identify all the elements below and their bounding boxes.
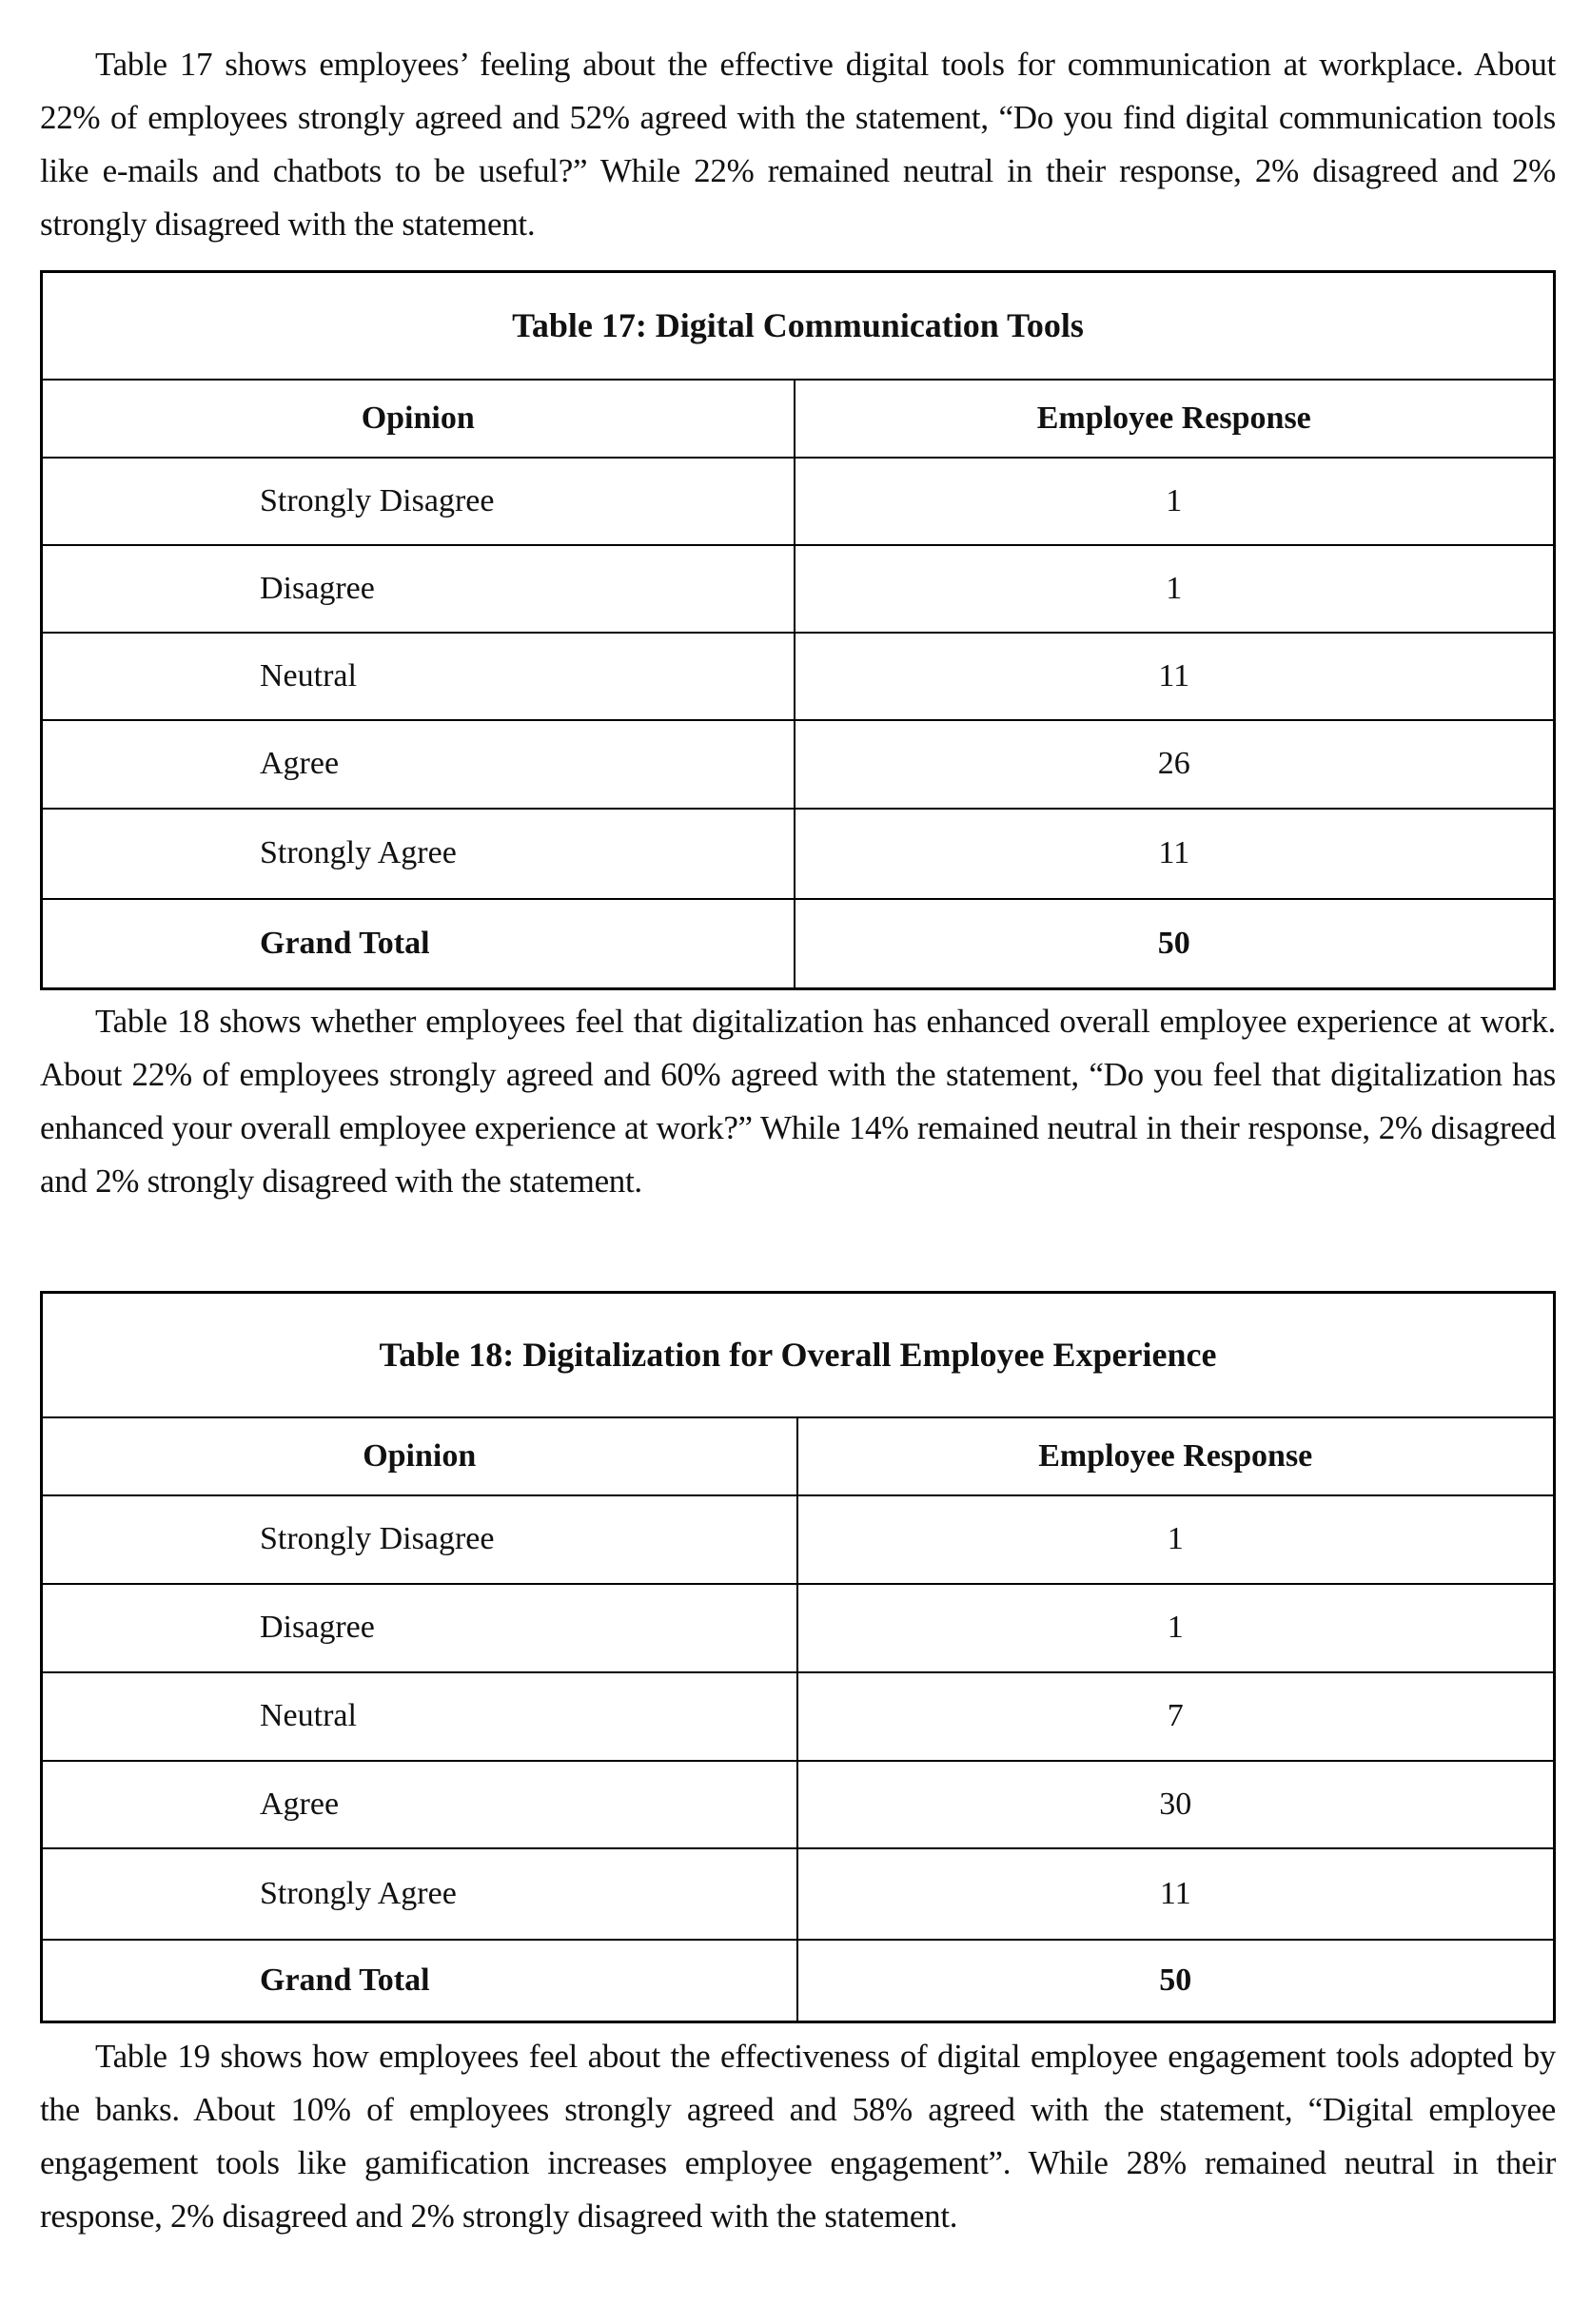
opinion-cell: Disagree: [42, 545, 795, 633]
total-label: Grand Total: [42, 1940, 797, 2022]
opinion-cell: Disagree: [42, 1584, 797, 1672]
response-cell: 1: [795, 545, 1555, 633]
table-title: Table 18: Digitalization for Overall Employee Experience: [42, 1293, 1555, 1417]
total-label: Grand Total: [42, 899, 795, 989]
table-row: [42, 1761, 1555, 1848]
column-header-employee-response: Employee Response: [795, 380, 1555, 458]
response-cell: 1: [797, 1495, 1555, 1584]
table-17: [40, 270, 1556, 990]
response-cell: 7: [797, 1672, 1555, 1761]
opinion-cell: Agree: [42, 1761, 797, 1848]
opinion-cell: Strongly Agree: [42, 809, 795, 899]
table-18: [40, 1291, 1556, 2023]
table-row: [42, 809, 1555, 899]
column-header-opinion: Opinion: [42, 380, 795, 458]
response-cell: 26: [795, 720, 1555, 809]
column-header-opinion: Opinion: [42, 1417, 797, 1495]
paragraph-table17-intro: [40, 38, 1556, 251]
paragraph-table19-intro: [40, 2030, 1556, 2243]
table-row-total: [42, 899, 1555, 989]
table-title: Table 17: Digital Communication Tools: [42, 272, 1555, 380]
response-cell: 1: [795, 458, 1555, 545]
opinion-cell: Neutral: [42, 1672, 797, 1761]
table-row-total: [42, 1940, 1555, 2022]
paragraph-text: Table 17 shows employees’ feeling about the effective digital tools for communication at workplace. About 22% of employees strongly agreed and 52% agreed with the statement, “Do you find digital communication tools like e-mails and chatbots to be useful?” While 22% remained neutral in their response, 2% disagreed and 2% strongly disagreed with the statement.: [40, 46, 1556, 243]
table-row: [42, 1584, 1555, 1672]
paragraph-text: Table 18 shows whether employees feel that digitalization has enhanced overall employee experience at work. About 22% of employees strongly agreed and 60% agreed with the statement, “Do you feel that digitalization has enhanced your overall employee experience at work?” While 14% remained neutral in their response, 2% disagreed and 2% strongly disagreed with the statement.: [40, 1003, 1556, 1200]
table-row: [42, 1848, 1555, 1940]
opinion-cell: Neutral: [42, 633, 795, 720]
total-value: 50: [795, 899, 1555, 989]
table-row: [42, 720, 1555, 809]
table-row: [42, 633, 1555, 720]
paragraph-text: Table 19 shows how employees feel about the effectiveness of digital employee engagement tools adopted by the banks. About 10% of employees strongly agreed and 58% agreed with the statement, “Digital employee engagement tools like gamification increases employee engagement”. While 28% remained neutral in their response, 2% disagreed and 2% strongly disagreed with the statement.: [40, 2038, 1556, 2235]
opinion-cell: Agree: [42, 720, 795, 809]
table-row: [42, 458, 1555, 545]
response-cell: 30: [797, 1761, 1555, 1848]
total-value: 50: [797, 1940, 1555, 2022]
opinion-cell: Strongly Agree: [42, 1848, 797, 1940]
opinion-cell: Strongly Disagree: [42, 1495, 797, 1584]
table-row: [42, 1495, 1555, 1584]
column-header-employee-response: Employee Response: [797, 1417, 1555, 1495]
table-row: [42, 1672, 1555, 1761]
response-cell: 11: [797, 1848, 1555, 1940]
paragraph-table18-intro: [40, 995, 1556, 1208]
opinion-cell: Strongly Disagree: [42, 458, 795, 545]
response-cell: 11: [795, 809, 1555, 899]
response-cell: 11: [795, 633, 1555, 720]
table-row: [42, 545, 1555, 633]
response-cell: 1: [797, 1584, 1555, 1672]
